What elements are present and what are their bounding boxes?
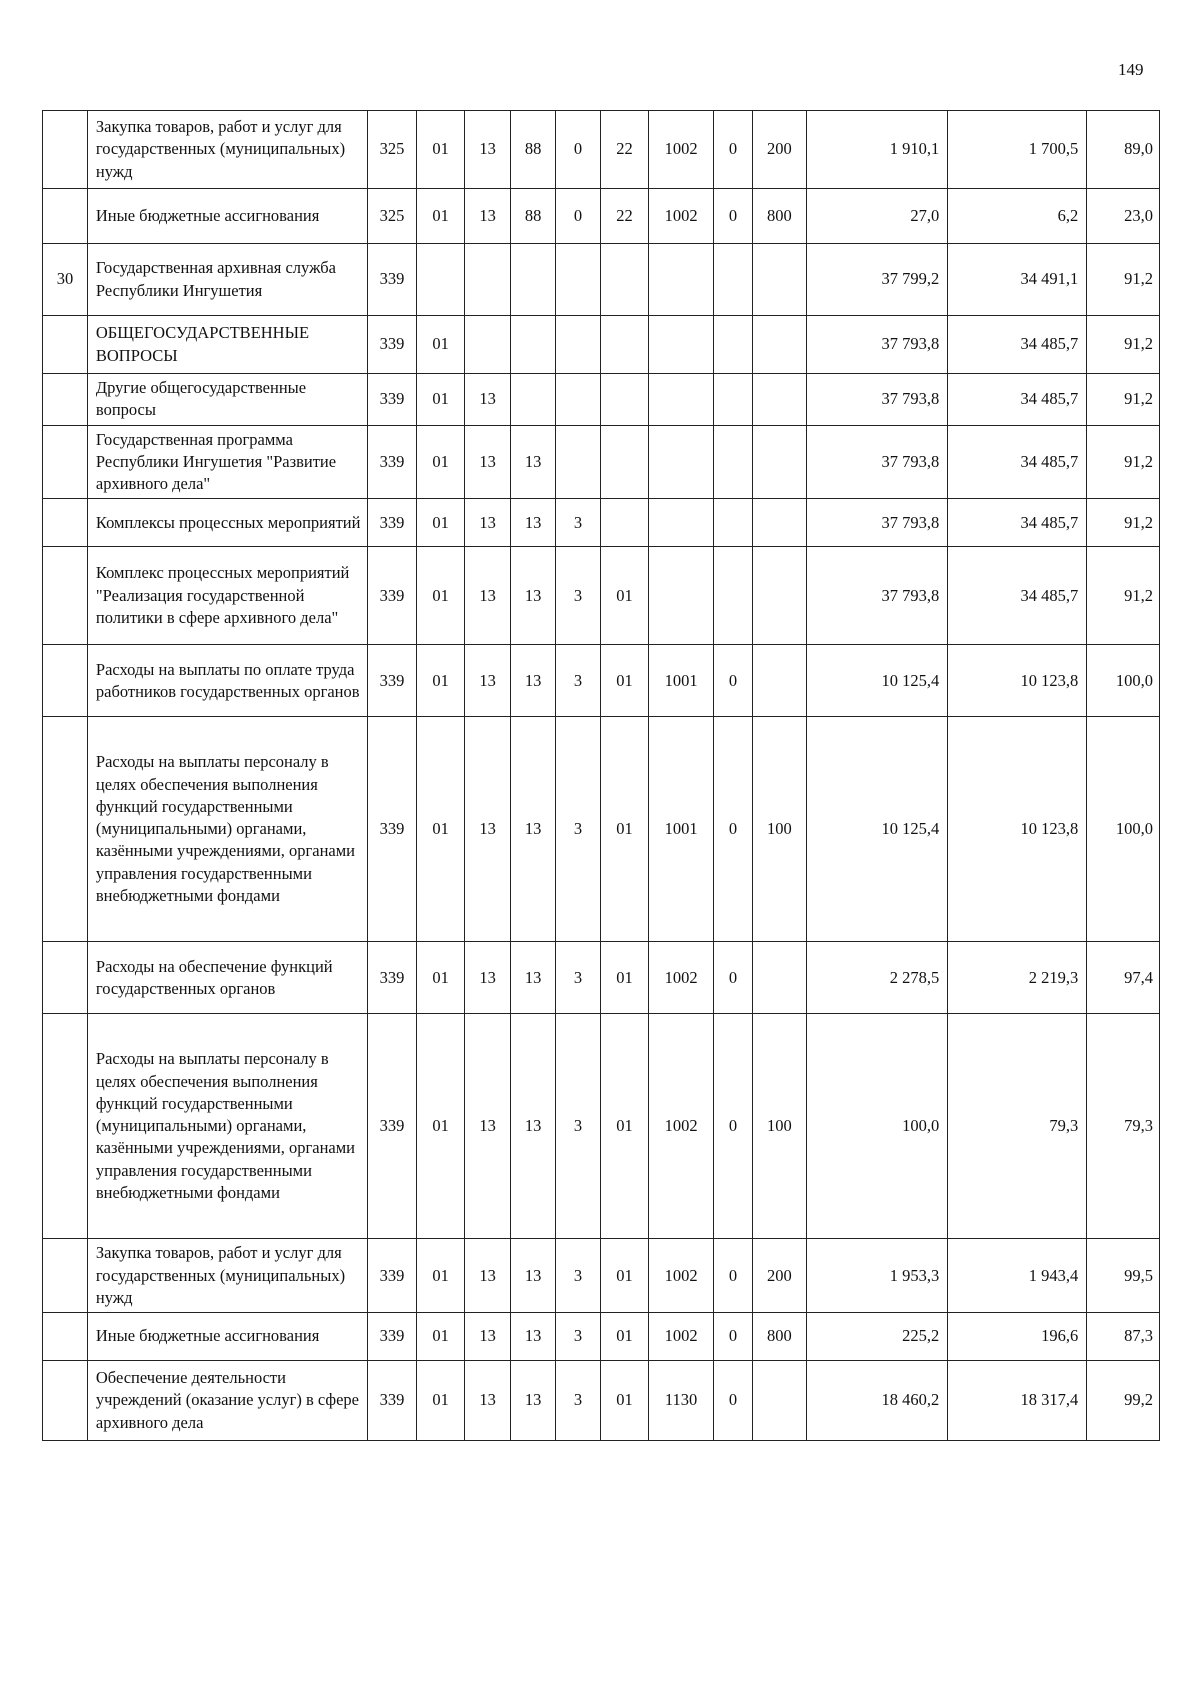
cell-percent: 89,0 xyxy=(1087,111,1160,189)
cell-row-number xyxy=(43,547,88,645)
cell-row-number xyxy=(43,189,88,244)
cell-expense-type xyxy=(752,942,807,1014)
table-row xyxy=(43,189,1160,244)
cell-section-code xyxy=(417,244,465,316)
cell-csr-group: 22 xyxy=(600,189,648,244)
cell-actual-amount: 34 485,7 xyxy=(948,316,1087,374)
cell-item-name: Расходы на выплаты персоналу в целях обеспечения выполнения функций государственными (муниципальными) органами, казёнными учреждениями, органами управления государственными внебюджетными фондами xyxy=(87,717,367,942)
cell-ved-code: 339 xyxy=(367,1014,416,1239)
cell-csr-type: 3 xyxy=(556,1239,601,1313)
cell-csr-direction: 1001 xyxy=(649,717,714,942)
cell-csr-sub xyxy=(714,374,752,426)
cell-section-code: 01 xyxy=(417,1014,465,1239)
table-row xyxy=(43,1361,1160,1441)
cell-csr-sub: 0 xyxy=(714,111,752,189)
cell-item-name: Закупка товаров, работ и услуг для государственных (муниципальных) нужд xyxy=(87,111,367,189)
table-row xyxy=(43,499,1160,547)
cell-csr-type: 3 xyxy=(556,942,601,1014)
cell-subsection-code: 13 xyxy=(465,645,511,717)
cell-ved-code: 339 xyxy=(367,942,416,1014)
table-row xyxy=(43,244,1160,316)
cell-actual-amount: 1 700,5 xyxy=(948,111,1087,189)
cell-csr-type: 3 xyxy=(556,499,601,547)
cell-row-number: 30 xyxy=(43,244,88,316)
cell-ved-code: 339 xyxy=(367,1361,416,1441)
cell-section-code: 01 xyxy=(417,1313,465,1361)
cell-csr-program xyxy=(511,316,556,374)
cell-expense-type: 200 xyxy=(752,111,807,189)
cell-csr-sub: 0 xyxy=(714,1014,752,1239)
cell-csr-direction xyxy=(649,244,714,316)
cell-actual-amount: 34 485,7 xyxy=(948,425,1087,499)
cell-plan-amount: 1 953,3 xyxy=(807,1239,948,1313)
cell-csr-program: 13 xyxy=(511,547,556,645)
cell-ved-code: 339 xyxy=(367,1239,416,1313)
cell-expense-type xyxy=(752,374,807,426)
cell-subsection-code xyxy=(465,316,511,374)
table-row xyxy=(43,1239,1160,1313)
cell-expense-type xyxy=(752,316,807,374)
cell-csr-type: 3 xyxy=(556,1361,601,1441)
cell-plan-amount: 37 799,2 xyxy=(807,244,948,316)
cell-csr-group: 01 xyxy=(600,547,648,645)
cell-csr-group: 01 xyxy=(600,1239,648,1313)
cell-plan-amount: 37 793,8 xyxy=(807,547,948,645)
cell-expense-type xyxy=(752,425,807,499)
cell-actual-amount: 2 219,3 xyxy=(948,942,1087,1014)
cell-section-code: 01 xyxy=(417,645,465,717)
cell-subsection-code: 13 xyxy=(465,111,511,189)
table-row xyxy=(43,942,1160,1014)
cell-csr-sub xyxy=(714,316,752,374)
cell-ved-code: 339 xyxy=(367,244,416,316)
cell-row-number xyxy=(43,1239,88,1313)
cell-csr-direction: 1002 xyxy=(649,942,714,1014)
table-row xyxy=(43,425,1160,499)
cell-csr-group xyxy=(600,374,648,426)
cell-actual-amount: 10 123,8 xyxy=(948,717,1087,942)
cell-plan-amount: 37 793,8 xyxy=(807,499,948,547)
cell-csr-type: 0 xyxy=(556,189,601,244)
cell-percent: 91,2 xyxy=(1087,499,1160,547)
cell-actual-amount: 18 317,4 xyxy=(948,1361,1087,1441)
cell-csr-sub xyxy=(714,244,752,316)
table-row xyxy=(43,717,1160,942)
cell-section-code: 01 xyxy=(417,189,465,244)
cell-plan-amount: 10 125,4 xyxy=(807,645,948,717)
cell-csr-group: 01 xyxy=(600,942,648,1014)
cell-section-code: 01 xyxy=(417,1361,465,1441)
cell-csr-group: 01 xyxy=(600,1313,648,1361)
cell-csr-direction: 1130 xyxy=(649,1361,714,1441)
cell-row-number xyxy=(43,111,88,189)
cell-csr-sub xyxy=(714,499,752,547)
cell-subsection-code: 13 xyxy=(465,189,511,244)
cell-ved-code: 339 xyxy=(367,717,416,942)
table-row xyxy=(43,1313,1160,1361)
cell-csr-group xyxy=(600,425,648,499)
table-body xyxy=(43,111,1160,1441)
cell-percent: 99,2 xyxy=(1087,1361,1160,1441)
cell-row-number xyxy=(43,374,88,426)
table-row xyxy=(43,316,1160,374)
cell-csr-sub: 0 xyxy=(714,1239,752,1313)
cell-csr-group xyxy=(600,244,648,316)
cell-percent: 91,2 xyxy=(1087,425,1160,499)
cell-plan-amount: 225,2 xyxy=(807,1313,948,1361)
cell-csr-sub: 0 xyxy=(714,1313,752,1361)
cell-csr-type xyxy=(556,425,601,499)
cell-csr-sub: 0 xyxy=(714,189,752,244)
cell-csr-type: 3 xyxy=(556,547,601,645)
cell-item-name: Государственная программа Республики Ингушетия "Развитие архивного дела" xyxy=(87,425,367,499)
cell-actual-amount: 34 485,7 xyxy=(948,374,1087,426)
cell-plan-amount: 37 793,8 xyxy=(807,316,948,374)
cell-percent: 100,0 xyxy=(1087,645,1160,717)
cell-csr-direction xyxy=(649,499,714,547)
cell-ved-code: 339 xyxy=(367,1313,416,1361)
cell-csr-program: 13 xyxy=(511,425,556,499)
cell-ved-code: 339 xyxy=(367,425,416,499)
cell-item-name: Государственная архивная служба Республики Ингушетия xyxy=(87,244,367,316)
cell-csr-direction: 1002 xyxy=(649,189,714,244)
cell-actual-amount: 79,3 xyxy=(948,1014,1087,1239)
cell-section-code: 01 xyxy=(417,111,465,189)
cell-csr-group: 01 xyxy=(600,1361,648,1441)
cell-item-name: Закупка товаров, работ и услуг для государственных (муниципальных) нужд xyxy=(87,1239,367,1313)
cell-percent: 91,2 xyxy=(1087,547,1160,645)
cell-plan-amount: 27,0 xyxy=(807,189,948,244)
cell-ved-code: 325 xyxy=(367,189,416,244)
cell-actual-amount: 34 485,7 xyxy=(948,547,1087,645)
cell-row-number xyxy=(43,1313,88,1361)
cell-row-number xyxy=(43,645,88,717)
cell-expense-type xyxy=(752,499,807,547)
cell-csr-direction: 1002 xyxy=(649,111,714,189)
cell-expense-type: 800 xyxy=(752,1313,807,1361)
cell-csr-direction xyxy=(649,547,714,645)
cell-csr-type: 3 xyxy=(556,1313,601,1361)
cell-item-name: Комплекс процессных мероприятий "Реализация государственной политики в сфере архивного дела" xyxy=(87,547,367,645)
cell-item-name: Другие общегосударственные вопросы xyxy=(87,374,367,426)
cell-actual-amount: 10 123,8 xyxy=(948,645,1087,717)
cell-percent: 97,4 xyxy=(1087,942,1160,1014)
cell-csr-group xyxy=(600,316,648,374)
cell-csr-program: 13 xyxy=(511,1361,556,1441)
cell-plan-amount: 2 278,5 xyxy=(807,942,948,1014)
cell-csr-direction: 1001 xyxy=(649,645,714,717)
cell-item-name: Иные бюджетные ассигнования xyxy=(87,1313,367,1361)
cell-percent: 100,0 xyxy=(1087,717,1160,942)
table-row xyxy=(43,374,1160,426)
cell-expense-type: 100 xyxy=(752,1014,807,1239)
cell-ved-code: 339 xyxy=(367,645,416,717)
cell-subsection-code: 13 xyxy=(465,499,511,547)
cell-item-name: Расходы на выплаты по оплате труда работников государственных органов xyxy=(87,645,367,717)
cell-csr-group xyxy=(600,499,648,547)
cell-plan-amount: 37 793,8 xyxy=(807,425,948,499)
cell-section-code: 01 xyxy=(417,374,465,426)
cell-subsection-code: 13 xyxy=(465,1014,511,1239)
cell-section-code: 01 xyxy=(417,717,465,942)
cell-csr-type xyxy=(556,244,601,316)
cell-csr-type xyxy=(556,374,601,426)
cell-subsection-code: 13 xyxy=(465,1361,511,1441)
cell-expense-type xyxy=(752,1361,807,1441)
cell-subsection-code: 13 xyxy=(465,425,511,499)
cell-csr-sub: 0 xyxy=(714,1361,752,1441)
cell-section-code: 01 xyxy=(417,1239,465,1313)
cell-csr-program: 88 xyxy=(511,111,556,189)
cell-percent: 91,2 xyxy=(1087,374,1160,426)
cell-csr-type: 3 xyxy=(556,645,601,717)
cell-row-number xyxy=(43,1361,88,1441)
cell-ved-code: 339 xyxy=(367,316,416,374)
cell-percent: 99,5 xyxy=(1087,1239,1160,1313)
cell-expense-type: 100 xyxy=(752,717,807,942)
cell-expense-type xyxy=(752,547,807,645)
cell-csr-program xyxy=(511,244,556,316)
cell-row-number xyxy=(43,942,88,1014)
cell-item-name: ОБЩЕГОСУДАРСТВЕННЫЕ ВОПРОСЫ xyxy=(87,316,367,374)
cell-percent: 79,3 xyxy=(1087,1014,1160,1239)
cell-csr-sub: 0 xyxy=(714,942,752,1014)
cell-csr-type xyxy=(556,316,601,374)
cell-subsection-code: 13 xyxy=(465,942,511,1014)
cell-csr-group: 01 xyxy=(600,1014,648,1239)
cell-csr-program: 13 xyxy=(511,717,556,942)
cell-csr-program xyxy=(511,374,556,426)
cell-actual-amount: 1 943,4 xyxy=(948,1239,1087,1313)
cell-csr-program: 13 xyxy=(511,1239,556,1313)
cell-csr-direction: 1002 xyxy=(649,1239,714,1313)
cell-ved-code: 339 xyxy=(367,547,416,645)
cell-csr-type: 0 xyxy=(556,111,601,189)
cell-csr-direction xyxy=(649,425,714,499)
cell-section-code: 01 xyxy=(417,316,465,374)
cell-percent: 91,2 xyxy=(1087,244,1160,316)
cell-csr-direction: 1002 xyxy=(649,1014,714,1239)
cell-percent: 23,0 xyxy=(1087,189,1160,244)
cell-expense-type: 800 xyxy=(752,189,807,244)
cell-expense-type xyxy=(752,645,807,717)
cell-csr-program: 13 xyxy=(511,645,556,717)
cell-row-number xyxy=(43,425,88,499)
cell-actual-amount: 196,6 xyxy=(948,1313,1087,1361)
cell-csr-sub xyxy=(714,425,752,499)
cell-section-code: 01 xyxy=(417,942,465,1014)
cell-item-name: Расходы на обеспечение функций государственных органов xyxy=(87,942,367,1014)
table-row xyxy=(43,547,1160,645)
cell-csr-direction xyxy=(649,374,714,426)
cell-subsection-code: 13 xyxy=(465,547,511,645)
cell-row-number xyxy=(43,717,88,942)
table-row xyxy=(43,645,1160,717)
cell-csr-direction xyxy=(649,316,714,374)
cell-section-code: 01 xyxy=(417,499,465,547)
cell-actual-amount: 34 485,7 xyxy=(948,499,1087,547)
cell-percent: 87,3 xyxy=(1087,1313,1160,1361)
cell-row-number xyxy=(43,499,88,547)
cell-csr-program: 13 xyxy=(511,1313,556,1361)
cell-csr-sub: 0 xyxy=(714,645,752,717)
cell-subsection-code: 13 xyxy=(465,717,511,942)
cell-actual-amount: 6,2 xyxy=(948,189,1087,244)
page-number: 149 xyxy=(1118,60,1144,79)
cell-actual-amount: 34 491,1 xyxy=(948,244,1087,316)
cell-csr-direction: 1002 xyxy=(649,1313,714,1361)
table-row xyxy=(43,111,1160,189)
budget-table xyxy=(42,110,1160,1441)
cell-csr-program: 13 xyxy=(511,942,556,1014)
cell-section-code: 01 xyxy=(417,425,465,499)
cell-csr-sub: 0 xyxy=(714,717,752,942)
cell-csr-program: 13 xyxy=(511,1014,556,1239)
cell-item-name: Обеспечение деятельности учреждений (оказание услуг) в сфере архивного дела xyxy=(87,1361,367,1441)
cell-expense-type xyxy=(752,244,807,316)
cell-csr-type: 3 xyxy=(556,717,601,942)
cell-item-name: Расходы на выплаты персоналу в целях обеспечения выполнения функций государственными (муниципальными) органами, казёнными учреждениями, органами управления государственными внебюджетными фондами xyxy=(87,1014,367,1239)
cell-csr-group: 01 xyxy=(600,645,648,717)
cell-subsection-code: 13 xyxy=(465,1239,511,1313)
table-row xyxy=(43,1014,1160,1239)
cell-ved-code: 325 xyxy=(367,111,416,189)
cell-subsection-code: 13 xyxy=(465,1313,511,1361)
cell-csr-group: 22 xyxy=(600,111,648,189)
cell-csr-sub xyxy=(714,547,752,645)
cell-plan-amount: 1 910,1 xyxy=(807,111,948,189)
cell-row-number xyxy=(43,1014,88,1239)
cell-expense-type: 200 xyxy=(752,1239,807,1313)
cell-plan-amount: 37 793,8 xyxy=(807,374,948,426)
cell-item-name: Иные бюджетные ассигнования xyxy=(87,189,367,244)
cell-csr-program: 88 xyxy=(511,189,556,244)
cell-item-name: Комплексы процессных мероприятий xyxy=(87,499,367,547)
cell-plan-amount: 10 125,4 xyxy=(807,717,948,942)
cell-plan-amount: 18 460,2 xyxy=(807,1361,948,1441)
cell-csr-program: 13 xyxy=(511,499,556,547)
cell-percent: 91,2 xyxy=(1087,316,1160,374)
cell-plan-amount: 100,0 xyxy=(807,1014,948,1239)
cell-ved-code: 339 xyxy=(367,499,416,547)
cell-row-number xyxy=(43,316,88,374)
cell-csr-type: 3 xyxy=(556,1014,601,1239)
cell-subsection-code xyxy=(465,244,511,316)
cell-subsection-code: 13 xyxy=(465,374,511,426)
cell-section-code: 01 xyxy=(417,547,465,645)
cell-csr-group: 01 xyxy=(600,717,648,942)
cell-ved-code: 339 xyxy=(367,374,416,426)
